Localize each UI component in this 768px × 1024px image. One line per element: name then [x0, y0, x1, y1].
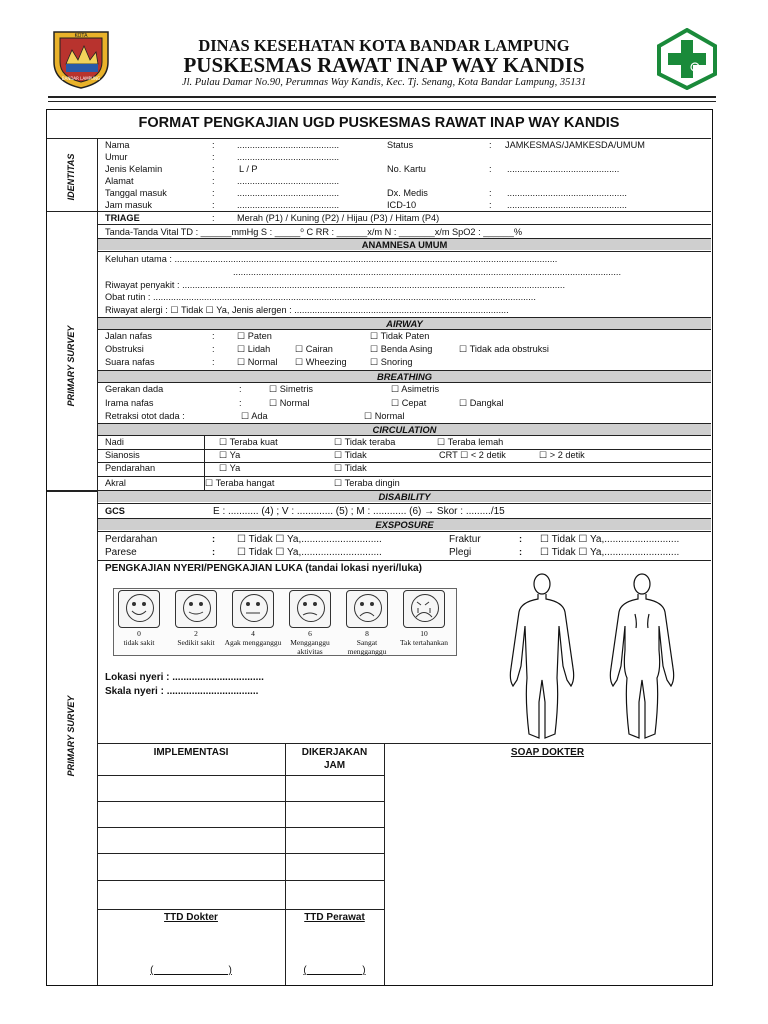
gcs-score-row[interactable]: E : ........... (4) ; V : ............. (5) ; M : ............ (6) → Skor : ........./15: [213, 506, 505, 517]
label-jalan-nafas: Jalan nafas: [105, 331, 152, 341]
checkbox-pendarahan-ya[interactable]: ☐ Ya: [219, 463, 241, 473]
checkbox-cepat[interactable]: ☐ Cepat: [391, 398, 427, 408]
band-exposure: EXSPOSURE: [98, 519, 711, 530]
checkbox-simetris[interactable]: ☐ Simetris: [269, 384, 313, 394]
label-pendarahan: Pendarahan: [105, 463, 156, 473]
band-airway: AIRWAY: [98, 318, 711, 329]
colon: :: [212, 200, 215, 210]
riwayat-alergi-field[interactable]: Riwayat alergi : ☐ Tidak ☐ Ya, Jenis alergen : ....................................................................................: [105, 305, 509, 315]
band-disability: DISABILITY: [98, 491, 711, 502]
colon: :: [212, 152, 215, 162]
checkbox-asimetris[interactable]: ☐ Asimetris: [391, 384, 440, 394]
colon: :: [489, 140, 492, 150]
header-rule-thin: [48, 101, 716, 102]
label-umur: Umur: [105, 152, 128, 162]
colon: :: [212, 176, 215, 186]
header-address: Jl. Pulau Damar No.90, Perumnas Way Kandis, Kec. Tj. Senang, Kota Bandar Lampung, 35131: [181, 77, 587, 88]
keluhan-utama-field[interactable]: Keluhan utama : ......................................................................................................................................................: [105, 254, 558, 264]
keluhan-utama-field-2[interactable]: ........................................................................................................................................................: [233, 267, 621, 277]
pain-label-0: 0 tidak sakit: [123, 629, 155, 647]
implementasi-row-1[interactable]: [99, 776, 283, 800]
side-label-primary-survey-2: PRIMARY SURVEY: [66, 695, 76, 777]
label-no-kartu: No. Kartu: [387, 164, 426, 174]
checkbox-tidak-teraba[interactable]: ☐ Tidak teraba: [334, 437, 396, 447]
label-jam-masuk: Jam masuk: [105, 200, 152, 210]
no-kartu-field[interactable]: ............................................: [507, 164, 620, 174]
checkbox-wheezing[interactable]: ☐ Wheezing: [295, 357, 347, 367]
label-irama-nafas: Irama nafas: [105, 398, 154, 408]
checkbox-teraba-kuat[interactable]: ☐ Teraba kuat: [219, 437, 278, 447]
implementasi-row-3[interactable]: [99, 828, 283, 852]
label-nadi: Nadi: [105, 437, 124, 447]
colon: :: [212, 534, 216, 544]
colon: :: [239, 384, 242, 394]
implementasi-row-4[interactable]: [99, 854, 283, 879]
label-retraksi: Retraksi otot dada :: [105, 411, 185, 421]
label-dx-medis: Dx. Medis: [387, 188, 428, 198]
label-parese: Parese: [105, 547, 137, 558]
puskesmas-logo: [655, 28, 719, 90]
tanggal-masuk-field[interactable]: ........................................: [237, 188, 340, 198]
pain-label-8: 8 Sangat mengganggu: [347, 629, 387, 656]
checkbox-paten[interactable]: ☐ Paten: [237, 331, 272, 341]
col-jam: JAM: [323, 760, 346, 771]
label-jenis-kelamin: Jenis Kelamin: [105, 164, 163, 174]
dx-medis-field[interactable]: ...............................................: [507, 188, 627, 198]
checkbox-tidak-paten[interactable]: ☐ Tidak Paten: [370, 331, 430, 341]
alamat-field[interactable]: ........................................: [237, 176, 340, 186]
checkbox-retraksi-ada[interactable]: ☐ Ada: [241, 411, 268, 421]
vital-signs-row[interactable]: Tanda-Tanda Vital TD : ______mmHg S : _____⁰ C RR : ______x/m N : _______x/m SpO2 : ______%: [105, 227, 523, 237]
header-rule: [48, 96, 716, 98]
checkbox-irama-normal[interactable]: ☐ Normal: [269, 398, 310, 408]
colon: :: [519, 534, 523, 544]
colon: :: [212, 331, 215, 341]
colon: :: [519, 547, 523, 557]
label-perdarahan: Perdarahan: [105, 534, 158, 545]
colon: :: [212, 140, 215, 150]
checkbox-crt-lt2[interactable]: CRT ☐ < 2 detik: [439, 450, 506, 460]
checkbox-benda-asing[interactable]: ☐ Benda Asing: [370, 344, 433, 354]
label-triage: TRIAGE: [105, 213, 140, 223]
label-gerakan-dada: Gerakan dada: [105, 384, 164, 394]
perdarahan-options[interactable]: ☐ Tidak ☐ Ya,.............................: [237, 534, 382, 545]
checkbox-lidah[interactable]: ☐ Lidah: [237, 344, 271, 354]
label-status: Status: [387, 140, 414, 150]
colon: :: [239, 398, 242, 408]
checkbox-sianosis-ya[interactable]: ☐ Ya: [219, 450, 241, 460]
implementasi-row-5[interactable]: [99, 881, 283, 908]
header-puskesmas: PUSKESMAS RAWAT INAP WAY KANDIS: [183, 53, 585, 77]
checkbox-pendarahan-tidak[interactable]: ☐ Tidak: [334, 463, 367, 473]
colon: :: [212, 188, 215, 198]
status-options[interactable]: JAMKESMAS/JAMKESDA/UMUM: [505, 140, 645, 150]
fraktur-options[interactable]: ☐ Tidak ☐ Ya,...........................: [540, 534, 680, 545]
pain-faces-drawing: [118, 590, 448, 630]
riwayat-penyakit-field[interactable]: Riwayat penyakit : ......................................................................................................................................................: [105, 280, 565, 290]
checkbox-teraba-hangat[interactable]: ☐ Teraba hangat: [205, 478, 275, 488]
colon: :: [212, 547, 216, 557]
pain-label-4: 4 Agak mengganggu: [224, 629, 282, 647]
label-fraktur: Fraktur: [449, 534, 481, 545]
label-alamat: Alamat: [105, 176, 134, 186]
ttd-perawat-label: TTD Perawat: [304, 912, 365, 923]
label-nama: Nama: [105, 140, 130, 150]
triage-options[interactable]: Merah (P1) / Kuning (P2) / Hijau (P3) / Hitam (P4): [237, 213, 440, 223]
checkbox-crt-gt2[interactable]: ☐ > 2 detik: [539, 450, 585, 460]
side-label-primary-survey-1: PRIMARY SURVEY: [66, 325, 76, 407]
svg-text:KOTA: KOTA: [74, 33, 88, 39]
icd10-field[interactable]: ...............................................: [507, 200, 627, 210]
checkbox-snoring[interactable]: ☐ Snoring: [370, 357, 413, 367]
label-tanggal-masuk: Tanggal masuk: [105, 188, 167, 198]
colon: :: [212, 164, 215, 174]
checkbox-suara-normal[interactable]: ☐ Normal: [237, 357, 278, 367]
label-sianosis: Sianosis: [105, 450, 140, 460]
label-gcs: GCS: [105, 506, 125, 516]
pain-label-6: 6 Mengganggu aktivitas: [290, 629, 330, 656]
label-icd10: ICD-10: [387, 200, 417, 210]
body-diagram[interactable]: [487, 570, 707, 742]
pain-label-10: 10 Tak tertahankan: [400, 629, 448, 647]
obat-rutin-field[interactable]: Obat rutin : ......................................................................................................................................................: [105, 292, 536, 302]
implementasi-row-2[interactable]: [99, 802, 283, 826]
checkbox-cairan[interactable]: ☐ Cairan: [295, 344, 333, 354]
label-akral: Akral: [105, 478, 126, 488]
colon: :: [489, 200, 492, 210]
pain-label-2: 2 Sedikit sakit: [177, 629, 215, 647]
checkbox-dangkal[interactable]: ☐ Dangkal: [459, 398, 504, 408]
skala-nyeri-field[interactable]: Skala nyeri : .................................: [105, 686, 259, 697]
header-agency: DINAS KESEHATAN KOTA BANDAR LAMPUNG: [198, 36, 570, 55]
jam-masuk-field[interactable]: ........................................: [237, 200, 340, 210]
form-frame: [46, 109, 713, 986]
checkbox-retraksi-normal[interactable]: ☐ Normal: [364, 411, 405, 421]
form-title: FORMAT PENGKAJIAN UGD PUSKESMAS RAWAT INAP WAY KANDIS: [138, 115, 620, 131]
ttd-dokter-label: TTD Dokter: [164, 912, 218, 923]
nyeri-title: PENGKAJIAN NYERI/PENGKAJIAN LUKA (tandai lokasi nyeri/luka): [105, 563, 422, 574]
label-obstruksi: Obstruksi: [105, 344, 144, 354]
lokasi-nyeri-field[interactable]: Lokasi nyeri : .................................: [105, 672, 264, 683]
checkbox-sianosis-tidak[interactable]: ☐ Tidak: [334, 450, 367, 460]
label-plegi: Plegi: [449, 547, 472, 558]
col-soap-dokter: SOAP DOKTER: [510, 747, 585, 758]
svg-text:BANDAR LAMPUNG: BANDAR LAMPUNG: [61, 76, 101, 81]
label-suara-nafas: Suara nafas: [105, 357, 155, 367]
side-label-identitas: IDENTITAS: [66, 153, 76, 201]
jenis-kelamin-options[interactable]: L / P: [239, 164, 258, 174]
colon: :: [489, 164, 492, 174]
checkbox-teraba-dingin[interactable]: ☐ Teraba dingin: [334, 478, 400, 488]
colon: :: [212, 213, 215, 223]
colon: :: [212, 357, 215, 367]
plegi-options[interactable]: ☐ Tidak ☐ Ya,...........................: [540, 547, 680, 558]
band-circulation: CIRCULATION: [98, 424, 711, 435]
checkbox-teraba-lemah[interactable]: ☐ Teraba lemah: [437, 437, 504, 447]
band-breathing: BREATHING: [98, 371, 711, 382]
col-dikerjakan: DIKERJAKAN: [301, 747, 368, 758]
col-implementasi: IMPLEMENTASI: [153, 747, 229, 758]
band-anamnesa: ANAMNESA UMUM: [98, 239, 711, 250]
soap-dokter-area[interactable]: [387, 762, 709, 982]
umur-field[interactable]: ........................................: [237, 152, 340, 162]
parese-options[interactable]: ☐ Tidak ☐ Ya,.............................: [237, 547, 382, 558]
ttd-dokter-signature[interactable]: ( ): [150, 965, 232, 976]
nama-field[interactable]: ........................................: [237, 140, 340, 150]
colon: :: [489, 188, 492, 198]
checkbox-tidak-obstruksi[interactable]: ☐ Tidak ada obstruksi: [459, 344, 549, 354]
ttd-perawat-signature[interactable]: ( ): [303, 965, 366, 976]
colon: :: [212, 344, 215, 354]
